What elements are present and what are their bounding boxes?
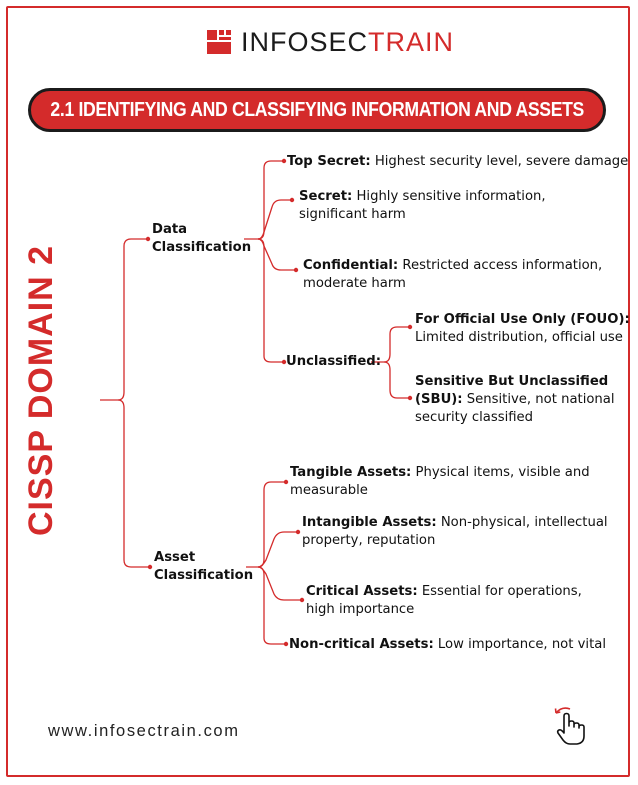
brand-name: INFOSECTRAIN <box>241 26 455 57</box>
sbu-item: Sensitive But Unclassified (SBU): Sensitive, not national security classified <box>415 374 615 425</box>
asset-classification-label: Asset Classification <box>154 550 254 583</box>
root-brace <box>100 239 148 400</box>
secret-item: Secret: Highly sensitive information, significant harm <box>299 189 546 222</box>
side-title: CISSP DOMAIN 2 <box>22 244 60 536</box>
banner-title: 2.1 IDENTIFYING AND CLASSIFYING INFORMATION AND ASSETS <box>50 98 584 121</box>
website-url: www.infosectrain.com <box>48 722 240 740</box>
data-classification-label: Data Classification <box>152 222 252 255</box>
unclassified-label: Unclassified: <box>286 354 381 369</box>
confidential-item: Confidential: Restricted access information, moderate harm <box>303 258 603 291</box>
root-brace-lower <box>118 400 150 567</box>
non-critical-assets-item: Non-critical Assets: Low importance, not vital <box>289 637 606 652</box>
intangible-assets-item: Intangible Assets: Non-physical, intellectual property, reputation <box>302 515 608 548</box>
tangible-assets-item: Tangible Assets: Physical items, visible and measurable <box>290 465 590 498</box>
critical-assets-item: Critical Assets: Essential for operations, high importance <box>306 584 582 617</box>
fouo-item: For Official Use Only (FOUO): Limited distribution, official use <box>415 312 630 345</box>
hand-tap-icon <box>552 704 588 746</box>
top-secret-item: Top Secret: Highest security level, severe damage <box>287 154 629 169</box>
